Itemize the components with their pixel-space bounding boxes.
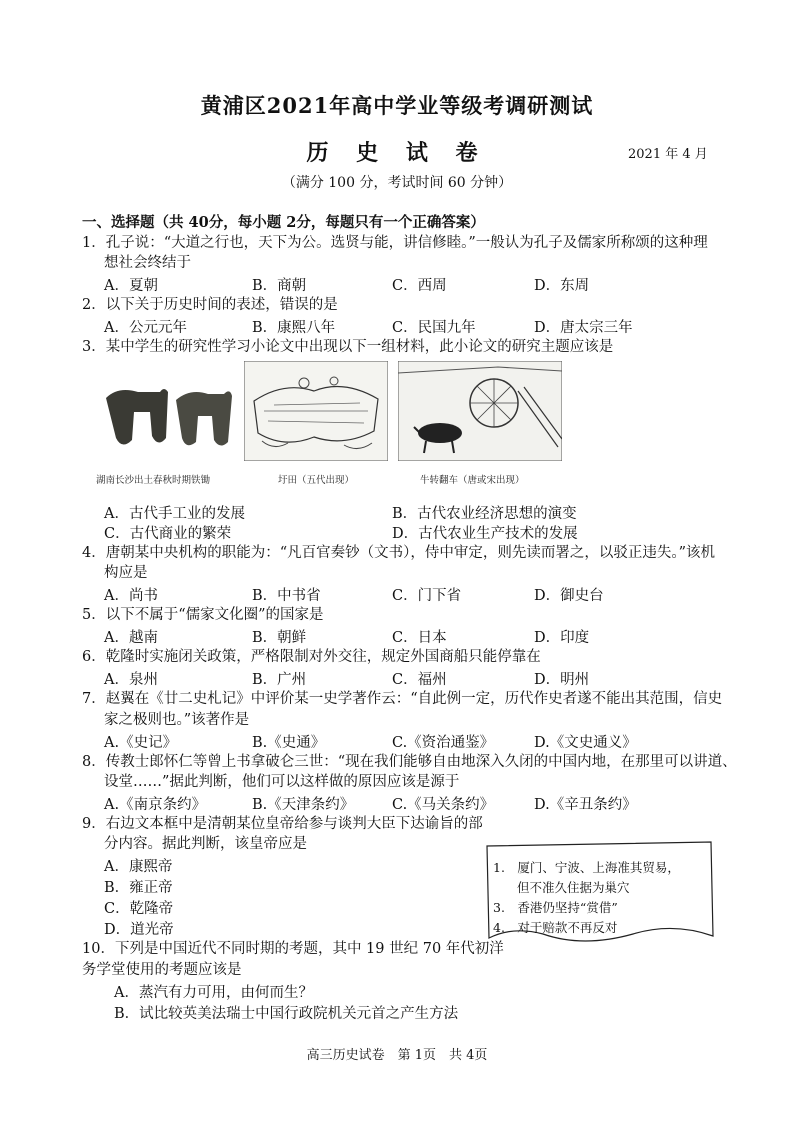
q6-stem: 6．乾隆时实施闭关政策，严格限制对外交往，规定外国商船只能停靠在 [82,649,541,665]
q1-stem-line1: 1．孔子说：“大道之行也，天下为公。选贤与能，讲信修睦。”一般认为孔子及儒家所称颂的这种理 [82,235,708,251]
q7-option-d: D.《文史通义》 [534,735,637,751]
q3-option-a: A．古代手工业的发展 [104,506,245,522]
q9-option-d: D．道光帝 [104,922,174,938]
q1-stem-line2: 想社会终结于 [104,255,191,271]
q9-stem-line2: 分内容。据此判断，该皇帝应是 [104,836,307,852]
q1-option-b: B．商朝 [252,278,307,294]
q7-option-c: C.《资治通鉴》 [392,735,495,751]
q7-option-b: B.《史通》 [252,735,326,751]
q7-stem-line2: 家之极则也。”该著作是 [104,712,250,728]
q2-stem: 2．以下关于历史时间的表述，错误的是 [82,297,338,313]
q3-option-c: C．古代商业的繁荣 [104,526,232,542]
polder-field-image [244,361,388,461]
iron-hoe-image [98,378,238,458]
q4-option-b: B．中书省 [252,588,321,604]
edict-line-1: 1. 厦门、宁波、上海准其贸易， [493,860,680,875]
q10-stem-line1: 10．下列是中国近代不同时期的考题，其中 19 世纪 70 年代初洋 [82,941,504,957]
q10-option-a: A．蒸汽有力可用，由何而生？ [114,985,313,1001]
q7-option-a: A.《史记》 [104,735,178,751]
q1-option-c: C．西周 [392,278,447,294]
q4-option-c: C．门下省 [392,588,462,604]
q1-option-d: D．东周 [534,278,590,294]
q10-option-b: B．试比较英美法瑞士中国行政院机关元首之产生方法 [114,1006,459,1022]
q9-option-a: A．康熙帝 [104,859,173,875]
caption-polder-field: 圩田（五代出现） [278,475,355,486]
edict-line-3: 3. 香港仍坚持“赏借” [493,900,618,915]
q4-option-d: D．御史台 [534,588,604,604]
q8-stem-line2: 设堂……”据此判断，他们可以这样做的原因应该是源于 [104,774,460,790]
q4-option-a: A．尚书 [104,588,158,604]
exam-date: 2021 年 4 月 [628,147,708,162]
q9-option-b: B．雍正帝 [104,880,173,896]
q3-option-d: D．古代农业生产技术的发展 [392,526,578,542]
q10-stem-line2: 务学堂使用的考题应该是 [82,962,242,978]
edict-textbox [483,836,717,948]
q3-stem: 3．某中学生的研究性学习小论文中出现以下一组材料，此小论文的研究主题应该是 [82,339,614,355]
q9-option-c: C．乾隆帝 [104,901,174,917]
q5-option-b: B．朝鲜 [252,630,307,646]
q6-option-a: A．泉州 [104,672,158,688]
ox-waterwheel-image [398,361,562,461]
q6-option-b: B．广州 [252,672,307,688]
q7-stem-line1: 7．赵翼在《廿二史札记》中评价某一史学著作云：“自此例一定，历代作史者遂不能出其范围，信史 [82,691,723,707]
exam-subject: 历 史 试 卷 [306,140,488,166]
edict-line-4: 4. 对于赔款不再反对 [493,920,618,935]
q8-option-d: D.《辛丑条约》 [534,797,637,813]
q8-option-c: C.《马关条约》 [392,797,495,813]
q8-stem-line1: 8．传教士郎怀仁等曾上书拿破仑三世：“现在我们能够自由地深入久闭的中国内地，在那里可以讲道、 [82,754,737,770]
q9-stem-line1: 9．右边文本框中是清朝某位皇帝给参与谈判大臣下达谕旨的部 [82,816,483,832]
q5-option-d: D．印度 [534,630,590,646]
q5-option-c: C．日本 [392,630,447,646]
exam-note: （满分 100 分，考试时间 60 分钟） [281,175,513,191]
section-heading: 一、选择题（共 40分，每小题 2分，每题只有一个正确答案） [82,214,485,231]
exam-title: 黄浦区2021年高中学业等级考调研测试 [200,93,594,118]
q2-option-c: C．民国九年 [392,320,476,336]
q5-stem: 5．以下不属于“儒家文化圈”的国家是 [82,607,324,623]
q8-option-a: A.《南京条约》 [104,797,207,813]
q8-option-b: B.《天津条约》 [252,797,355,813]
caption-ox-waterwheel: 牛转翻车（唐或宋出现） [420,475,525,486]
q6-option-d: D．明州 [534,672,590,688]
q2-option-a: A．公元元年 [104,320,187,336]
q5-option-a: A．越南 [104,630,158,646]
q1-option-a: A．夏朝 [104,278,158,294]
q4-stem-line2: 构应是 [104,565,148,581]
q4-stem-line1: 4．唐朝某中央机构的职能为：“凡百官奏钞（文书），侍中审定，则先读而署之，以驳正违失。”该机 [82,545,716,561]
caption-iron-hoe: 湖南长沙出土春秋时期铁锄 [96,475,211,486]
q2-option-d: D．唐太宗三年 [534,320,633,336]
page-footer: 高三历史试卷 第 1页 共 4页 [306,1048,488,1063]
q3-option-b: B．古代农业经济思想的演变 [392,506,577,522]
q2-option-b: B．康熙八年 [252,320,336,336]
q6-option-c: C．福州 [392,672,447,688]
edict-line-2: 但不准久住据为巢穴 [517,880,630,895]
